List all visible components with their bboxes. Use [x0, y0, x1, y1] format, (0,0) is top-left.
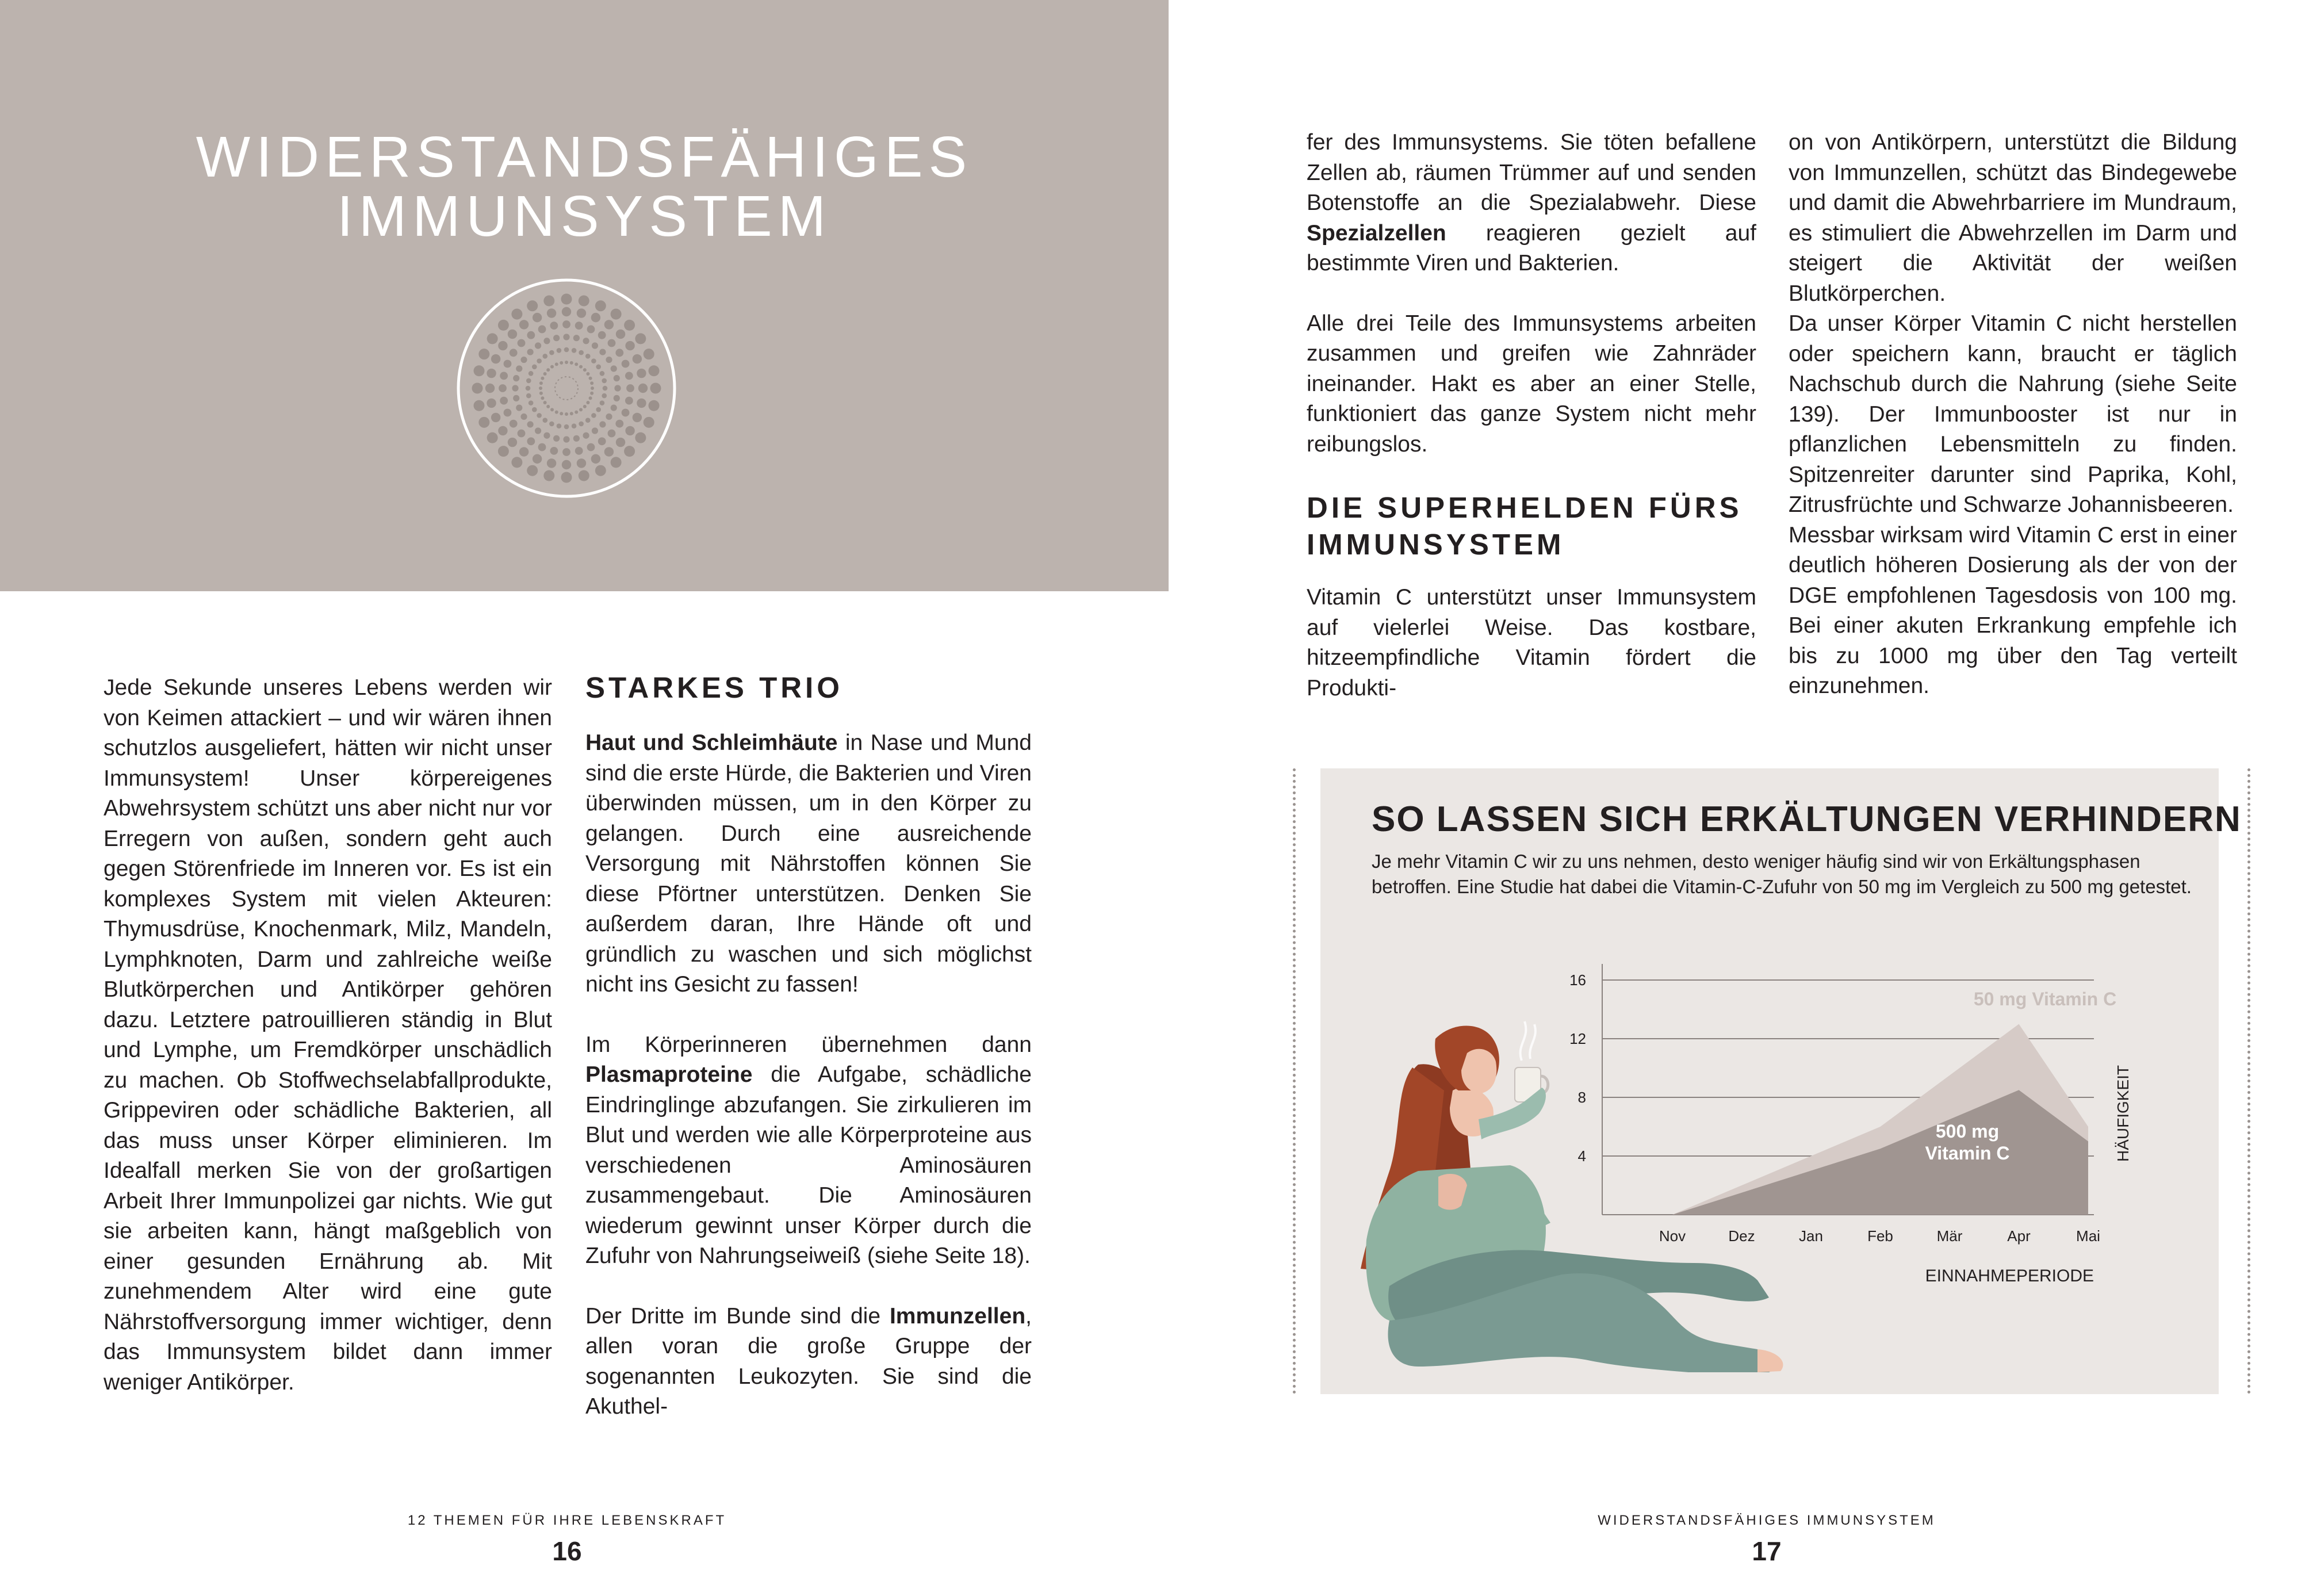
emblem-dot — [570, 412, 573, 415]
y-axis-label: HÄUFIGKEIT — [2114, 1065, 2132, 1162]
emblem-dot — [572, 348, 577, 353]
emblem-dot — [602, 378, 607, 384]
emblem-dot — [622, 360, 630, 368]
emblem-dot — [529, 400, 534, 405]
x-tick-label: Feb — [1867, 1227, 1893, 1245]
emblem-dot — [579, 470, 589, 481]
emblem-dot — [604, 320, 614, 329]
x-tick-label: Nov — [1659, 1227, 1686, 1245]
emblem-dot — [563, 334, 569, 340]
emblem-dot — [586, 372, 589, 376]
emblem-dot — [510, 349, 518, 357]
emblem-dot — [553, 435, 560, 442]
emblem-dot — [543, 401, 547, 404]
infobox-chart — [1320, 768, 2219, 1394]
emblem-dot — [592, 427, 598, 434]
emblem-dot — [616, 438, 625, 447]
emblem-dot — [598, 437, 606, 445]
emblem-dot — [533, 454, 542, 464]
emblem-dot — [498, 320, 509, 331]
emblem-dot — [508, 438, 517, 447]
emblem-dot — [638, 384, 648, 393]
emblem-dot — [614, 385, 621, 391]
emblem-dot — [590, 392, 593, 395]
y-tick-label: 12 — [1569, 1030, 1586, 1047]
emblem-dot — [637, 399, 646, 408]
emblem-dot — [635, 433, 646, 443]
emblem-dot — [583, 405, 587, 408]
emblem-dot — [650, 383, 661, 394]
emblem-dot — [586, 401, 589, 404]
emblem-dot — [487, 433, 498, 443]
intro-paragraph: Jede Sekunde unseres Lebens werden wir von Keimen attackiert – und wir wären ihnen schutzlos ausgeliefert, hätten wir nicht unser Immunsystem! Unser körpereigenes Abwehrsystem schützt uns aber nicht nur vor Erregern von außen, sondern geht auch gegen Störenfriede im Inneren vor. Es ist ein komplexes System mit vielen Akteuren: Thymusdrüse, Knochenmark, Milz, Mandeln, Lymphknoten, Darm und zahlreiche weiße Blutkörperchen und Antikörper gehören dazu. Letztere patrouillieren ständig in Blut und Lymphe, um Fremdkörper unschädlich zu machen. Ob Stoffwechselabfallprodukte, Grippeviren oder schädliche Bakterien, all das muss unser Körper eliminieren. Im Idealfall merken Sie von der großartigen Arbeit Ihrer Immunpolizei gar nichts. Wie gut sie arbeiten kann, hängt maßgeblich von einer gesunden Ernährung ab. Mit zunehmendem Alter wird eine gute Nährstoffversorgung immer wichtiger, denn das Immunsystem bildet dann immer weniger Antikörper. — [104, 675, 552, 1395]
emblem-dot — [491, 413, 500, 422]
emblem-dot — [575, 362, 578, 366]
emblem-dot — [516, 404, 522, 411]
emblem-dot — [511, 309, 522, 320]
emblem-dot — [500, 397, 508, 405]
emblem-dot — [563, 436, 569, 442]
emblem-dot — [649, 365, 660, 376]
emblem-dot — [562, 307, 571, 316]
emblem-dot — [527, 331, 535, 339]
infobox-title: SO LASSEN SICH ERKÄLTUNGEN VERHINDERN — [1372, 799, 2242, 839]
plasma-text-b: die Aufgabe, schädliche Eindringlinge abzufangen. Sie zirkulieren im Blut und werden wie alle Körperproteine aus verschiedenen Aminosäuren zusammengebaut. Die Aminosäuren wiederum gewinnt unser Körper durch die Zufuhr von Nahrungseiweiß (siehe Seite 18). — [585, 1062, 1032, 1268]
emblem-dot — [473, 365, 484, 376]
emblem-dot — [549, 422, 554, 427]
emblem-dot — [513, 375, 519, 381]
emblem-dot — [579, 350, 584, 355]
emblem-dot — [614, 395, 620, 401]
emblem-dot — [596, 364, 601, 369]
emblem-dot — [478, 417, 489, 428]
emblem-dot — [577, 308, 586, 317]
emblem-dot — [635, 333, 646, 344]
emblem-dot — [535, 427, 541, 434]
emblem-dot — [583, 433, 589, 439]
emblem-dot — [591, 313, 600, 322]
emblem-dot — [598, 331, 606, 339]
y-tick-label: 16 — [1569, 971, 1586, 989]
emblem-dot — [527, 421, 533, 427]
series-label-50mg: 50 mg Vitamin C — [1973, 989, 2117, 1009]
emblem-dot — [478, 349, 489, 359]
skin-text: in Nase und Mund sind die erste Hürde, die Bakterien und Viren überwinden müssen, um in den Körper zu gelangen. Durch eine ausreichende Versorgung mit Nährstoffen können Sie diese Pförtner unterstützen. Denken Sie außerdem daran, Ihre Hände oft und gründlich zu waschen und sich möglichst nicht ins Gesicht zu fassen! — [585, 730, 1032, 997]
emblem-dot — [591, 358, 596, 363]
emblem-dot — [527, 349, 533, 355]
emblem-dot — [603, 386, 608, 391]
emblem-dot — [644, 417, 654, 428]
x-tick-label: Mär — [1936, 1227, 1963, 1245]
emblem-dot — [626, 384, 634, 392]
immune-cells-paragraph — [1307, 128, 1756, 279]
emblem-dot — [565, 412, 568, 416]
trio-paragraph-immune-cells — [585, 1302, 1032, 1422]
emblem-dot — [491, 354, 500, 363]
series-label-500mg-line2: Vitamin C — [1925, 1143, 2010, 1163]
emblem-dot — [532, 364, 537, 369]
x-axis-label: EINNAHMEPERIODE — [1925, 1266, 2094, 1285]
emblem-dot — [611, 457, 622, 468]
emblem-dot — [553, 335, 560, 341]
emblem-dot — [527, 465, 538, 476]
emblem-dot — [526, 386, 531, 391]
right-column-1 — [1307, 128, 1756, 703]
chapter-title — [0, 125, 1169, 248]
emblem-dot — [537, 358, 542, 363]
emblem-dot — [504, 360, 512, 368]
emblem-dot — [555, 411, 558, 414]
emblem-dot — [539, 381, 543, 385]
emblem-dot — [579, 408, 583, 411]
emblem-dot — [591, 386, 594, 390]
emblem-dot — [587, 326, 595, 334]
c1-text-b: reagieren gezielt auf bestimmte Viren und Bakterien. — [1307, 220, 1756, 275]
emblem-dot — [564, 347, 569, 353]
emblem-dot — [611, 404, 617, 411]
emblem-dot — [606, 357, 612, 363]
page-number-left: 16 — [552, 1536, 582, 1566]
emblem-center-ring — [555, 377, 578, 400]
emblem-dot — [585, 354, 591, 359]
emblem-dot — [472, 383, 483, 394]
emblem-dot — [615, 420, 623, 428]
skin-bold: Haut und Schleimhäute — [585, 730, 838, 755]
emblem-dot — [526, 393, 531, 399]
emblem-dot — [487, 369, 496, 378]
emblem-dot — [500, 372, 508, 380]
emblem-dot — [602, 393, 607, 399]
emblem-dot — [518, 339, 526, 347]
emblem-dot — [564, 424, 569, 430]
emblem-dot — [590, 381, 593, 385]
emblem-dot — [550, 365, 554, 369]
emblem-dot — [512, 385, 518, 391]
x-tick-label: Dez — [1728, 1227, 1755, 1245]
emblem-dot — [541, 377, 544, 380]
emblem-dot — [583, 338, 589, 344]
emblem-dot — [565, 361, 568, 364]
plasma-text-a: Im Körperinneren übernehmen dann — [585, 1032, 1032, 1057]
dotted-circle-burst-icon — [454, 276, 679, 500]
emblem-dot — [600, 371, 605, 376]
emblem-dot — [575, 411, 578, 414]
emblem-dot — [562, 320, 570, 328]
emblem-dot — [599, 421, 606, 427]
emblem-dot — [596, 407, 601, 412]
emblem-dot — [538, 443, 546, 451]
emblem-dot — [561, 294, 572, 305]
immune-text-a: Der Dritte im Bunde sind die — [585, 1303, 890, 1329]
emblem-dot — [579, 422, 584, 427]
emblem-dot — [589, 377, 592, 380]
emblem-dot — [579, 365, 583, 369]
emblem-dot — [644, 349, 654, 359]
emblem-dot — [625, 397, 633, 405]
emblem-dot — [546, 368, 550, 372]
footer-left-label: 12 THEMEN FÜR IHRE LEBENSKRAFT — [407, 1513, 727, 1528]
superheroes-heading-line2: IMMUNSYSTEM — [1307, 528, 1565, 561]
emblem-dot — [633, 413, 642, 422]
series-label-500mg-line1: 500 mg — [1935, 1121, 2000, 1142]
series-area-500mg — [1672, 1090, 2088, 1215]
emblem-dot — [498, 446, 509, 457]
emblem-dot — [625, 426, 634, 435]
emblem-dot — [562, 448, 570, 456]
emblem-dot — [560, 412, 563, 415]
emblem-dot — [520, 357, 527, 363]
emblem-dot — [550, 408, 554, 411]
emblem-dot — [591, 413, 596, 418]
emblem-dot — [570, 361, 573, 365]
emblem-dot — [595, 465, 606, 476]
emblem-dot — [608, 430, 616, 438]
emblem-dot — [542, 354, 547, 359]
three-parts-paragraph: Alle drei Teile des Immunsystems arbeiten zusammen und greifen wie Zahnräder ineinander. Hakt es aber an einer Stelle, funktioniert das ganze System nicht mehr reibungslos. — [1307, 311, 1756, 457]
emblem-dot — [519, 320, 529, 329]
emblem-dot — [485, 384, 495, 393]
emblem-dot — [473, 400, 484, 411]
emblem-dot — [543, 338, 550, 344]
emblem-dot — [577, 458, 586, 468]
emblem-dot — [516, 365, 522, 372]
x-tick-label: Jan — [1799, 1227, 1823, 1245]
emblem-dot — [589, 396, 592, 400]
c1-text-a: fer des Immunsystems. Sie töten befallene Zellen ab, räumen Trümmer auf und senden Botenstoffe an die Spezialabwehr. Diese — [1307, 130, 1756, 215]
emblem-dot — [604, 447, 614, 456]
emblem-dot — [595, 300, 606, 311]
emblem-dot — [573, 335, 580, 341]
emblem-dot — [575, 447, 583, 455]
special-cells-bold: Spezialzellen — [1307, 220, 1446, 246]
emblem-dot — [649, 400, 660, 411]
trio-paragraph-plasma — [585, 1030, 1032, 1272]
emblem-dot — [611, 309, 622, 320]
emblem-dot — [591, 454, 600, 464]
trio-paragraph-skin — [585, 728, 1032, 1000]
dotted-divider-left — [1293, 768, 1296, 1394]
emblem-dot — [557, 348, 562, 353]
emblem-dot — [538, 326, 546, 334]
immune-bold: Immunzellen — [889, 1303, 1026, 1329]
emblem-dot — [599, 349, 606, 355]
emblem-dot — [637, 369, 646, 378]
emblem-dot — [519, 447, 529, 456]
emblem-dot — [518, 430, 526, 438]
emblem-dot — [547, 308, 556, 317]
emblem-dot — [550, 322, 558, 330]
dotted-divider-right — [2247, 768, 2250, 1394]
emblem-dot — [611, 365, 617, 372]
right-column-2 — [1789, 128, 2237, 702]
superheroes-heading — [1307, 489, 1756, 563]
x-tick-label: Mai — [2076, 1227, 2100, 1245]
antibodies-paragraph: on von Antikörpern, unterstützt die Bildung von Immunzellen, schützt das Bindegewebe und damit die Abwehrbarriere im Mundraum, es stimuliert die Abwehrzellen im Darm und steigert die Aktivität der weißen Blutkörperchen. — [1789, 130, 2237, 306]
emblem-dot — [608, 339, 616, 347]
emblem-dot — [583, 368, 587, 372]
emblem-dot — [504, 409, 512, 417]
page-number-right: 17 — [1752, 1536, 1782, 1566]
emblem-dot — [622, 409, 630, 417]
emblem-dot — [592, 342, 598, 349]
emblem-dot — [520, 414, 527, 420]
emblem-dot — [510, 420, 518, 428]
emblem-dot — [526, 378, 531, 384]
infobox-text: Je mehr Vitamin C wir zu uns nehmen, desto weniger häufig sind wir von Erkältungsphasen betroffen. Eine Studie hat dabei die Vitamin-C-Zufuhr von 50 mg im Vergleich zu 500 mg getestet. — [1372, 851, 2192, 897]
emblem-dot — [624, 446, 635, 457]
emblem-dot — [529, 371, 534, 376]
plasma-bold: Plasmaproteine — [585, 1062, 753, 1087]
emblem-dot — [499, 384, 507, 392]
vitamin-c-paragraph: Vitamin C unterstützt unser Immunsystem auf vielerlei Weise. Das kostbare, hitzeempfindliche Vitamin fördert die Produkti- — [1307, 585, 1756, 701]
emblem-dot — [600, 400, 605, 405]
emblem-dot — [572, 423, 577, 428]
emblem-dot — [547, 458, 556, 468]
y-tick-label: 4 — [1577, 1147, 1586, 1165]
footer-right-label: WIDERSTANDSFÄHIGES IMMUNSYSTEM — [1598, 1513, 1936, 1528]
emblem-dot — [587, 443, 595, 451]
emblem-dot — [550, 447, 558, 455]
emblem-dot — [615, 349, 623, 357]
emblem-dot — [543, 295, 554, 306]
emblem-dot — [527, 300, 538, 311]
emblem-dot — [579, 295, 589, 306]
y-tick-label: 8 — [1577, 1089, 1586, 1106]
x-tick-label: Apr — [2007, 1227, 2031, 1245]
emblem-dot — [606, 414, 612, 420]
emblem-dot — [543, 470, 554, 481]
emblem-dot — [555, 362, 558, 366]
emblem-dot — [549, 350, 554, 355]
emblem-dot — [533, 313, 542, 322]
emblem-dot — [625, 372, 633, 380]
emblem-dot — [625, 341, 634, 350]
emblem-dot — [614, 375, 620, 381]
emblem-dot — [487, 399, 496, 408]
emblem-dot — [616, 330, 625, 339]
superheroes-heading-line1: DIE SUPERHELDEN FÜRS — [1307, 491, 1743, 524]
emblem-dot — [532, 407, 537, 412]
chapter-title-line1: WIDERSTANDSFÄHIGES — [196, 125, 973, 189]
emblem-dot — [487, 333, 498, 344]
trio-heading: STARKES TRIO — [585, 671, 843, 704]
emblem-dot — [542, 418, 547, 423]
emblem-dot — [575, 322, 583, 330]
emblem-dot — [624, 320, 635, 331]
emblem-dot — [539, 392, 543, 395]
emblem-dot — [560, 361, 563, 365]
emblem-dot — [546, 405, 550, 408]
dosage-paragraph: Messbar wirksam wird Vitamin C erst in einer deutlich höheren Dosierung als der von der DGE empfohlenen Tagesdosis von 100 mg. Bei einer akuten Erkrankung empfehle ich bis zu 1000 mg über den Tag verteilt einzunehmen. — [1789, 522, 2237, 698]
emblem-dot — [541, 396, 544, 400]
emblem-dot — [508, 330, 517, 339]
emblem-dot — [513, 395, 519, 401]
chapter-title-line2: IMMUNSYSTEM — [337, 184, 832, 248]
emblem-dot — [537, 413, 542, 418]
intro-column — [104, 673, 552, 1398]
emblem-dot — [633, 354, 642, 363]
trio-column — [585, 669, 1032, 1422]
emblem-dot — [543, 372, 547, 376]
emblem-dot — [562, 460, 571, 469]
supply-paragraph: Da unser Körper Vitamin C nicht herstellen oder speichern kann, braucht er täglich Nachschub durch die Nahrung (siehe Seite 139). Der Immunbooster ist nur in pflanzlichen Lebensmitteln zu finden. Spitzenreiter darunter sind Paprika, Kohl, Zitrusfrüchte und Schwarze Johannisbeeren. — [1789, 311, 2237, 517]
emblem-dot — [498, 341, 507, 350]
emblem-dot — [573, 435, 580, 442]
emblem-dot — [535, 342, 541, 349]
emblem-dot — [539, 386, 542, 390]
emblem-dot — [527, 437, 535, 445]
emblem-dot — [543, 433, 550, 439]
emblem-dot — [561, 472, 572, 483]
emblem-dot — [585, 418, 591, 423]
emblem-dot — [498, 426, 507, 435]
immune-text-b: , allen voran die große Gruppe der sogenannten Leukozyten. Sie sind die Akuthel- — [585, 1303, 1032, 1419]
emblem-dot — [511, 457, 522, 468]
emblem-dot — [557, 423, 562, 428]
